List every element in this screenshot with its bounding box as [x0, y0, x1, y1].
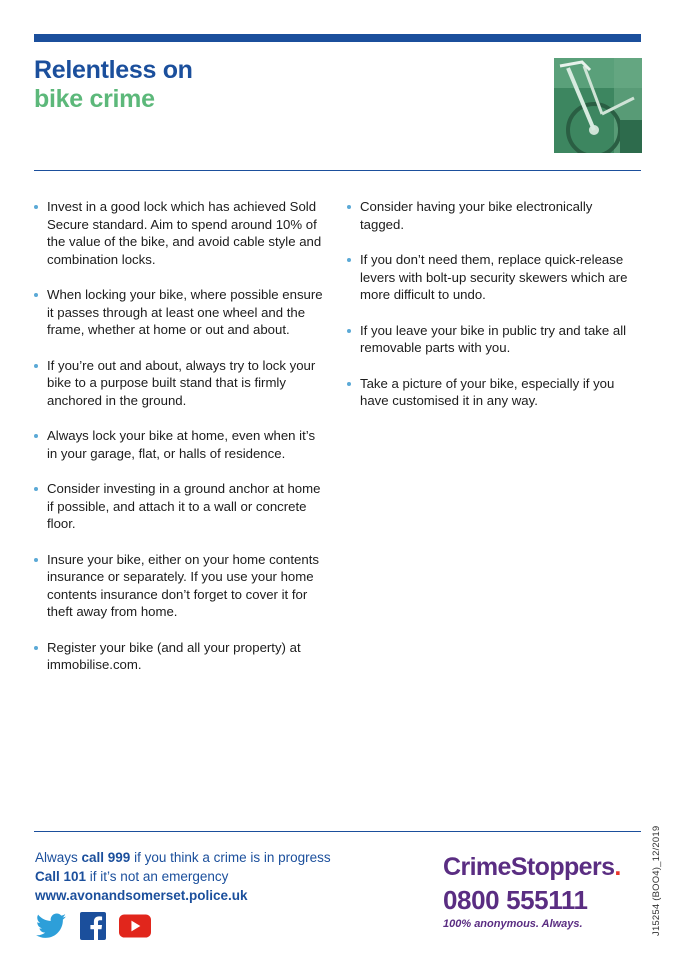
bullet-dot: [34, 293, 38, 297]
emergency-line: [35, 848, 331, 867]
emergency-number[interactable]: call 999: [81, 850, 131, 865]
tip-item: [347, 322, 637, 357]
title-line-2: bike crime: [34, 85, 155, 113]
non-emergency-post: if it’s not an emergency: [86, 869, 229, 884]
tip-text: Always lock your bike at home, even when it’s in your garage, flat, or halls of residence.: [47, 428, 316, 461]
tip-text: If you don’t need them, replace quick-release levers with bolt-up security skewers which are more difficult to undo.: [360, 252, 628, 302]
tip-item: [34, 639, 324, 674]
crimestoppers-tagline: 100% anonymous. Always.: [443, 918, 583, 930]
tip-item: [34, 357, 324, 410]
bullet-dot: [34, 205, 38, 209]
tip-text: Take a picture of your bike, especially if you have customised it in any way.: [360, 375, 615, 408]
bullet-dot: [34, 364, 38, 368]
tip-text: Insure your bike, either on your home contents insurance or separately. If you use your home contents insurance don’t forget to cover it for theft away from home.: [47, 551, 319, 619]
non-emergency-line: [35, 867, 331, 886]
crimestoppers-logo: [443, 852, 621, 882]
document-reference: J15254 (BOO4)_12/2019: [651, 825, 662, 936]
bullet-dot: [34, 487, 38, 491]
bullet-dot: [347, 258, 351, 262]
youtube-icon[interactable]: [119, 911, 151, 941]
tip-item: [34, 551, 324, 621]
tips-right-column: [347, 198, 637, 428]
bullet-dot: [34, 434, 38, 438]
footer-divider: [34, 831, 641, 832]
emergency-post: if you think a crime is in progress: [130, 850, 331, 865]
tip-text: Consider investing in a ground anchor at home if possible, and attach it to a wall or concrete floor.: [47, 481, 321, 531]
twitter-icon[interactable]: [35, 911, 67, 941]
non-emergency-number[interactable]: Call 101: [35, 869, 87, 884]
crimestoppers-wordmark: CrimeStoppers: [443, 853, 615, 881]
tip-item: [34, 427, 324, 462]
bullet-dot: [347, 205, 351, 209]
tip-text: Consider having your bike electronically tagged.: [360, 199, 593, 232]
social-links: [35, 911, 151, 941]
contact-info: [35, 848, 331, 905]
emergency-pre: Always: [35, 850, 82, 865]
bullet-dot: [34, 646, 38, 650]
tip-item: [34, 480, 324, 533]
website-link[interactable]: www.avonandsomerset.police.uk: [35, 888, 248, 903]
tip-item: [347, 251, 637, 304]
tip-item: [34, 198, 324, 268]
crimestoppers-dot: .: [614, 853, 621, 881]
bullet-dot: [34, 558, 38, 562]
tip-text: If you’re out and about, always try to lock your bike to a purpose built stand that is firmly anchored in the ground.: [47, 357, 316, 408]
title-line-1: Relentless on: [34, 56, 193, 84]
page-title: [34, 56, 193, 114]
facebook-icon[interactable]: [77, 911, 109, 941]
tip-text: Invest in a good lock which has achieved Sold Secure standard. Aim to spend around 10% of the value of the bike, and avoid cable style and combination locks.: [47, 199, 322, 267]
tip-text: When locking your bike, where possible ensure it passes through at least one wheel and the frame, whether at home or out and about.: [47, 287, 323, 337]
tip-item: [347, 375, 637, 410]
tip-item: [347, 198, 637, 233]
bullet-dot: [347, 382, 351, 386]
tip-text: If you leave your bike in public try and take all removable parts with you.: [360, 322, 627, 355]
header-divider: [34, 170, 641, 171]
bullet-dot: [347, 329, 351, 333]
bike-photo: [554, 58, 642, 153]
crimestoppers-phone[interactable]: 0800 555111: [443, 885, 588, 915]
tip-text: Register your bike (and all your property) at immobilise.com.: [47, 639, 301, 672]
tips-left-column: [34, 198, 324, 692]
top-accent-bar: [34, 34, 641, 42]
tip-item: [34, 286, 324, 339]
